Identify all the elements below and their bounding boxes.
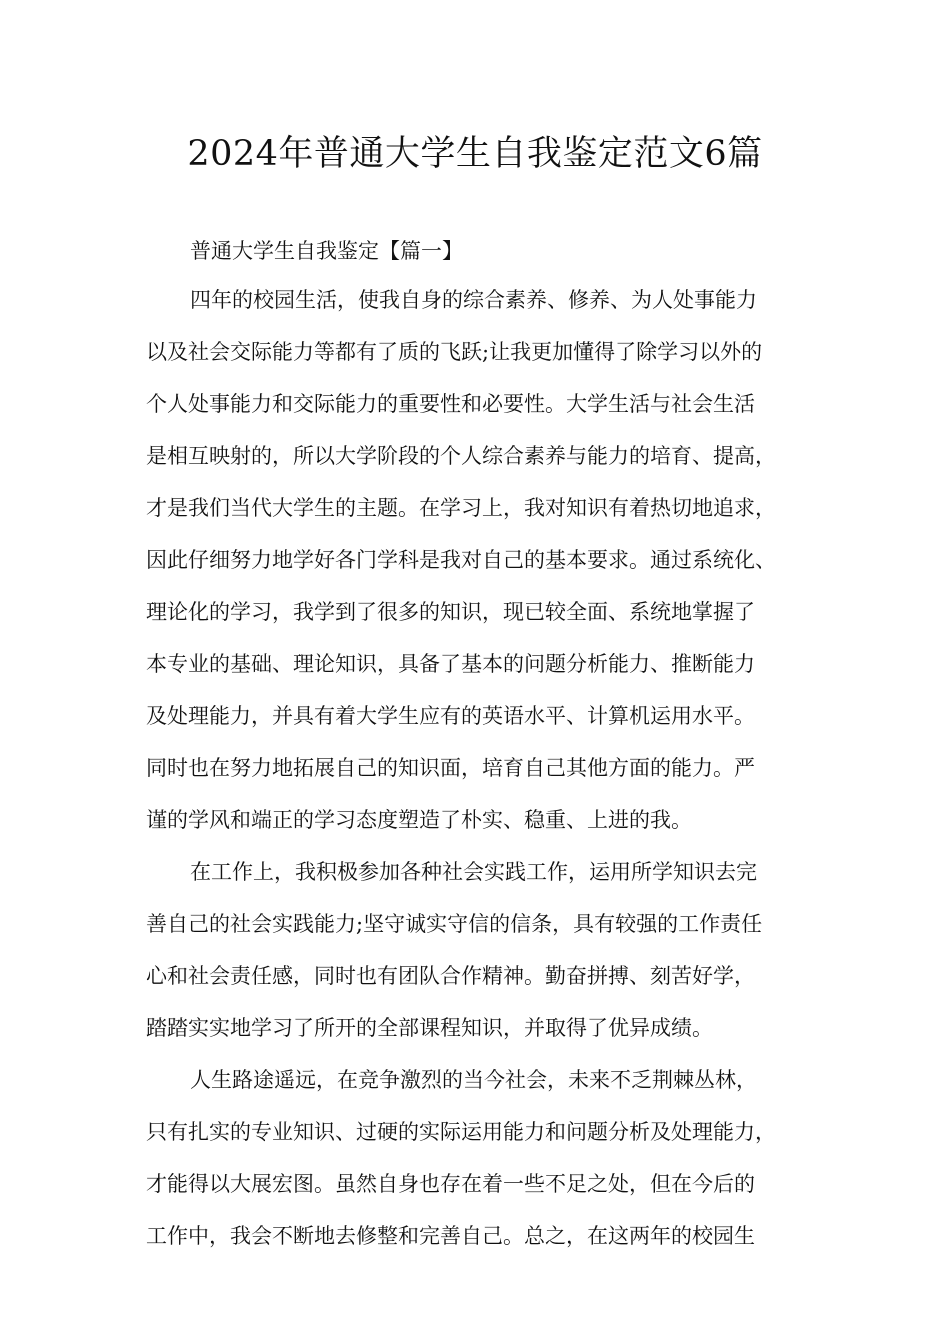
section-heading: 普通大学生自我鉴定【篇一】 xyxy=(190,239,463,263)
text-line: 工作中，我会不断地去修整和完善自己。总之，在这两年的校园生 xyxy=(146,1224,755,1248)
text-line: 个人处事能力和交际能力的重要性和必要性。大学生活与社会生活 xyxy=(146,392,755,416)
text-line: 只有扎实的专业知识、过硬的实际运用能力和问题分析及处理能力， xyxy=(146,1120,776,1144)
text-line: 同时也在努力地拓展自己的知识面，培育自己其他方面的能力。严 xyxy=(146,756,755,780)
document-title: 2024年普通大学生自我鉴定范文6篇 xyxy=(187,134,763,174)
text-line: 因此仔细努力地学好各门学科是我对自己的基本要求。通过系统化、 xyxy=(146,548,776,572)
paragraph xyxy=(146,1054,826,1262)
text-line: 善自己的社会实践能力;坚守诚实守信的信条，具有较强的工作责任 xyxy=(146,912,763,936)
text-line: 以及社会交际能力等都有了质的飞跃;让我更加懂得了除学习以外的 xyxy=(146,340,763,364)
text-line: 人生路途遥远，在竞争激烈的当今社会，未来不乏荆棘丛林， xyxy=(190,1068,757,1092)
text-line: 理论化的学习，我学到了很多的知识，现已较全面、系统地掌握了 xyxy=(146,600,755,624)
text-line: 四年的校园生活，使我自身的综合素养、修养、为人处事能力 xyxy=(190,288,757,312)
text-line: 才是我们当代大学生的主题。在学习上，我对知识有着热切地追求， xyxy=(146,496,776,520)
text-line: 谨的学风和端正的学习态度塑造了朴实、稳重、上进的我。 xyxy=(146,808,692,832)
text-line: 本专业的基础、理论知识，具备了基本的问题分析能力、推断能力 xyxy=(146,652,755,676)
text-line: 心和社会责任感，同时也有团队合作精神。勤奋拼搏、刻苦好学， xyxy=(146,964,755,988)
text-line: 踏踏实实地学习了所开的全部课程知识，并取得了优异成绩。 xyxy=(146,1016,713,1040)
paragraph xyxy=(146,274,826,846)
document-body xyxy=(146,274,826,1262)
paragraph xyxy=(146,846,826,1054)
text-line: 在工作上，我积极参加各种社会实践工作，运用所学知识去完 xyxy=(190,860,757,884)
text-line: 是相互映射的，所以大学阶段的个人综合素养与能力的培育、提高， xyxy=(146,444,776,468)
text-line: 才能得以大展宏图。虽然自身也存在着一些不足之处，但在今后的 xyxy=(146,1172,755,1196)
text-line: 及处理能力，并具有着大学生应有的英语水平、计算机运用水平。 xyxy=(146,704,755,728)
